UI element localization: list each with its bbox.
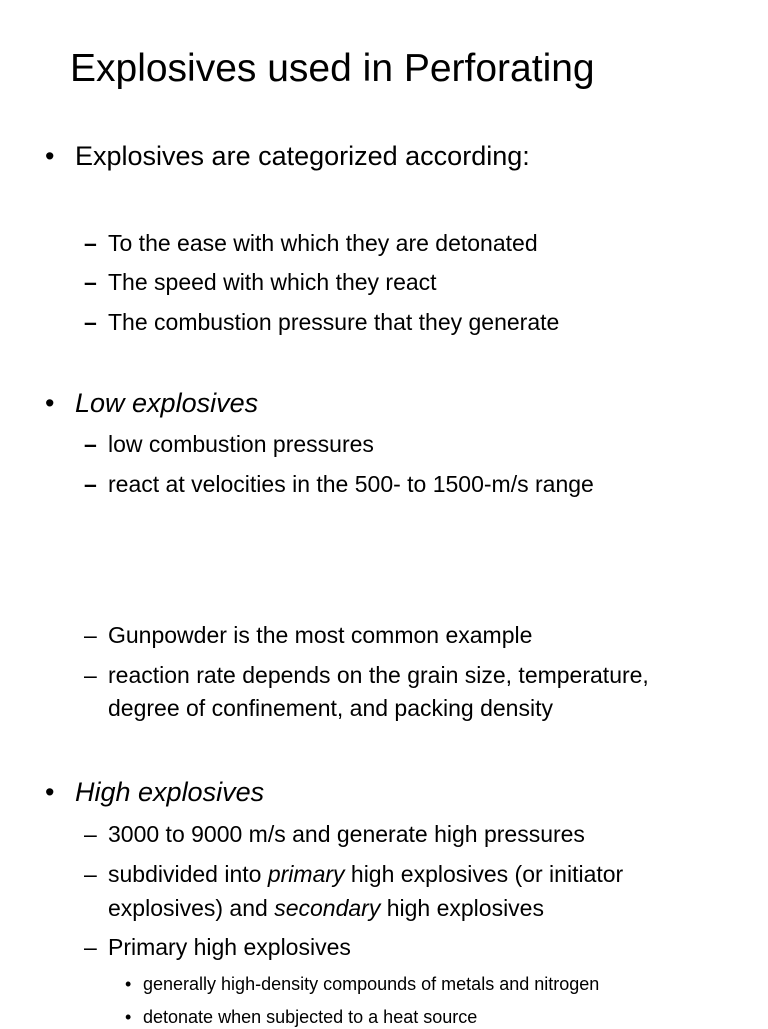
list-item-continuation	[108, 693, 553, 723]
list-item	[84, 932, 351, 962]
bullet-heading: Low explosives	[75, 388, 259, 418]
bullet-marker: •	[45, 777, 55, 807]
list-item-text: low combustion pressures	[108, 431, 374, 457]
list-item-text: react at velocities in the 500- to 1500-m/s range	[108, 471, 594, 497]
dash-marker: –	[84, 471, 97, 497]
dash-marker: –	[84, 622, 97, 648]
sub-bullet-marker: •	[125, 1007, 132, 1027]
list-item	[84, 469, 594, 499]
sub-list-item	[125, 972, 600, 996]
dash-marker: –	[84, 309, 97, 335]
bullet-categorized	[45, 139, 530, 173]
bullet-high-explosives	[45, 775, 265, 809]
list-item	[84, 819, 585, 849]
sub-list-item	[125, 1005, 478, 1029]
bullet-low-explosives	[45, 386, 259, 420]
list-item-text: To the ease with which they are detonated	[108, 230, 538, 256]
list-item-text: Gunpowder is the most common example	[108, 622, 533, 648]
list-item-emphasis: primary	[267, 861, 345, 887]
list-item-text: high explosives (or initiator	[344, 861, 624, 887]
list-item	[84, 620, 533, 650]
list-item-text: The speed with which they react	[108, 269, 437, 295]
list-item-text: explosives) and	[108, 895, 275, 921]
dash-marker: –	[84, 861, 97, 887]
dash-marker: –	[84, 821, 97, 847]
list-item	[84, 859, 624, 889]
list-item-continuation	[108, 893, 544, 923]
dash-marker: –	[84, 269, 97, 295]
list-item-emphasis: secondary	[274, 895, 381, 921]
list-item-text: 3000 to 9000 m/s and generate high pressures	[108, 821, 585, 847]
list-item	[84, 228, 538, 258]
sub-list-item-text: generally high-density compounds of metals and nitrogen	[143, 974, 600, 994]
list-item-text: high explosives	[380, 895, 544, 921]
slide-title: Explosives used in Perforating	[70, 47, 595, 90]
dash-marker: –	[84, 431, 97, 457]
dash-marker: –	[84, 230, 97, 256]
sub-bullet-marker: •	[125, 974, 132, 994]
bullet-marker: •	[45, 388, 55, 418]
list-item	[84, 267, 437, 297]
list-item-text: The combustion pressure that they generate	[108, 309, 560, 335]
bullet-heading: High explosives	[75, 777, 265, 807]
list-item-text: Primary high explosives	[108, 934, 351, 960]
list-item-text: degree of confinement, and packing density	[108, 695, 553, 721]
list-item-text: subdivided into	[108, 861, 268, 887]
dash-marker: –	[84, 934, 97, 960]
list-item-text: reaction rate depends on the grain size, temperature,	[108, 662, 649, 688]
list-item	[84, 429, 374, 459]
list-item	[84, 307, 560, 337]
list-item	[84, 660, 649, 690]
dash-marker: –	[84, 662, 97, 688]
bullet-text: Explosives are categorized according:	[75, 141, 530, 171]
bullet-marker: •	[45, 141, 55, 171]
sub-list-item-text: detonate when subjected to a heat source	[143, 1007, 478, 1027]
